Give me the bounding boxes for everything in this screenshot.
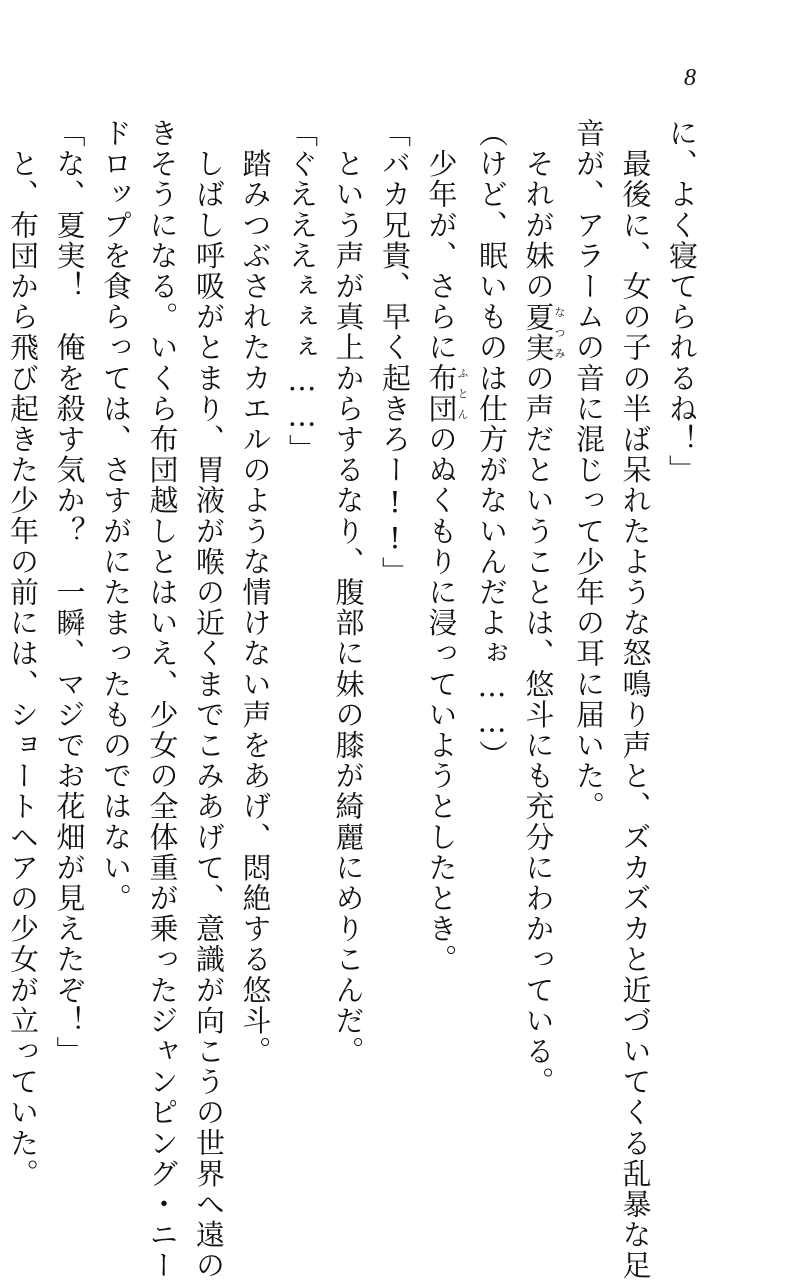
text-line-4-after: の声だということは、悠斗にも充分にわかっている。 (521, 362, 556, 1098)
text-line-12: きそうになる。いくら布団越しとはいえ、少女の全体重が乗ったジャンピング・ニー (145, 118, 180, 1281)
ruby-futon (424, 362, 469, 425)
text-line-6-after: のぬくもりに浸っていようとしたとき。 (424, 424, 459, 975)
ruby-natsumi-reading: なつみ (553, 301, 566, 363)
ruby-futon-base: 布団 (424, 362, 459, 425)
text-line-13: ドロップを食らっては、さすがにたまったものではない。 (99, 118, 133, 914)
text-line-5: （けど、眠いものは仕方がないんだよぉ……） (475, 118, 509, 771)
text-line-14: 「な、夏実！ 俺を殺す気か？ 一瞬、マジでお花畑が見えたぞ！」 (52, 118, 87, 1067)
text-line-10: 踏みつぶされたカエルのような情けない声をあげ、悶絶する悠斗。 (238, 118, 273, 1067)
text-line-11: しばし呼吸がとまり、胃液が喉の近くまでこみあげて、意識が向こうの世界へ遠の (192, 118, 226, 1281)
text-line-2: 最後に、女の子の半ば呆れたような怒鳴り声と、ズカズカと近づいてくる乱暴な足 (618, 118, 653, 1281)
ruby-futon-reading: ふとん (456, 362, 469, 424)
text-line-4 (515, 118, 566, 1128)
ruby-natsumi (521, 301, 566, 363)
page-number: 8 (684, 65, 696, 91)
text-line-6 (418, 118, 469, 1128)
text-line-8: という声が真上からするなり、腹部に妹の膝が綺麗にめりこんだ。 (331, 118, 366, 1067)
text-line-4-before: それが妹の (521, 118, 556, 302)
vertical-text-body (0, 118, 705, 1281)
text-line-15: と、布団から飛び起きた少年の前には、ショートヘアの少女が立っていた。 (6, 118, 40, 1189)
ruby-natsumi-base: 夏実 (521, 301, 556, 363)
text-line-3: 音が、アラームの音に混じって少年の耳に届いた。 (572, 118, 606, 822)
text-line-1: に、よく寝てられるね！」 (665, 118, 699, 486)
text-line-7: 「バカ兄貴、早く起きろー!!」 (378, 118, 412, 587)
text-line-6-before: 少年が、さらに (424, 118, 459, 363)
text-line-9: 「ぐえええぇぇぇ……」 (285, 118, 319, 465)
